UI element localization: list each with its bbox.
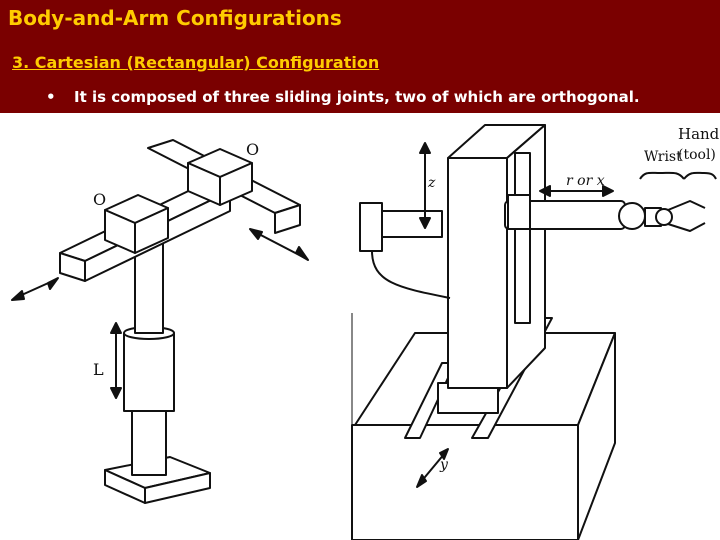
slide-title: Body-and-Arm Configurations: [8, 6, 342, 30]
label-z: z: [428, 175, 436, 191]
wrist-brace: [640, 173, 684, 179]
left-column-lower: [132, 408, 166, 475]
slide-subtitle: 3. Cartesian (Rectangular) Configuration: [12, 53, 380, 72]
arrow-head-left-1: [12, 291, 24, 300]
label-hand: Hand: [678, 125, 720, 143]
z-arrow-head-up: [420, 143, 430, 153]
arm-back: [382, 211, 442, 237]
arrow-head-right-1: [250, 229, 262, 239]
arm-back-cap: [360, 203, 382, 251]
bullet-text: It is composed of three sliding joints, two of which are orthogonal.: [74, 88, 640, 106]
right-base-front: [352, 425, 578, 540]
arm-carriage-block: [508, 195, 530, 229]
power-cable: [372, 251, 450, 298]
mast-front: [448, 158, 507, 388]
arrow-head-left-2: [48, 278, 58, 289]
gripper-finger-lower: [668, 223, 705, 231]
gripper-finger-upper: [668, 201, 705, 210]
arrow-head-down: [111, 388, 121, 398]
bullet-dot-icon: •: [46, 88, 56, 106]
label-linear: L: [93, 360, 104, 379]
label-y: y: [440, 457, 448, 473]
right-robot: [352, 125, 705, 540]
gripper-hub: [656, 209, 672, 225]
hand-brace: [684, 173, 716, 179]
arrow-head-up: [111, 323, 121, 333]
label-joint-left: O: [93, 190, 107, 209]
wrist-joint: [619, 203, 645, 229]
bullet-item: [46, 88, 640, 106]
robot-illustration: [0, 113, 720, 540]
label-wrist: Wrist: [644, 149, 682, 165]
label-tool: (tool): [678, 147, 716, 163]
label-r-or-x: r or x: [566, 173, 605, 189]
mast-slot: [515, 153, 530, 323]
arrow-head-right-2: [296, 247, 308, 260]
left-sleeve: [124, 333, 174, 411]
robot-drawings-svg: [0, 113, 720, 540]
label-joint-top: O: [246, 140, 260, 159]
